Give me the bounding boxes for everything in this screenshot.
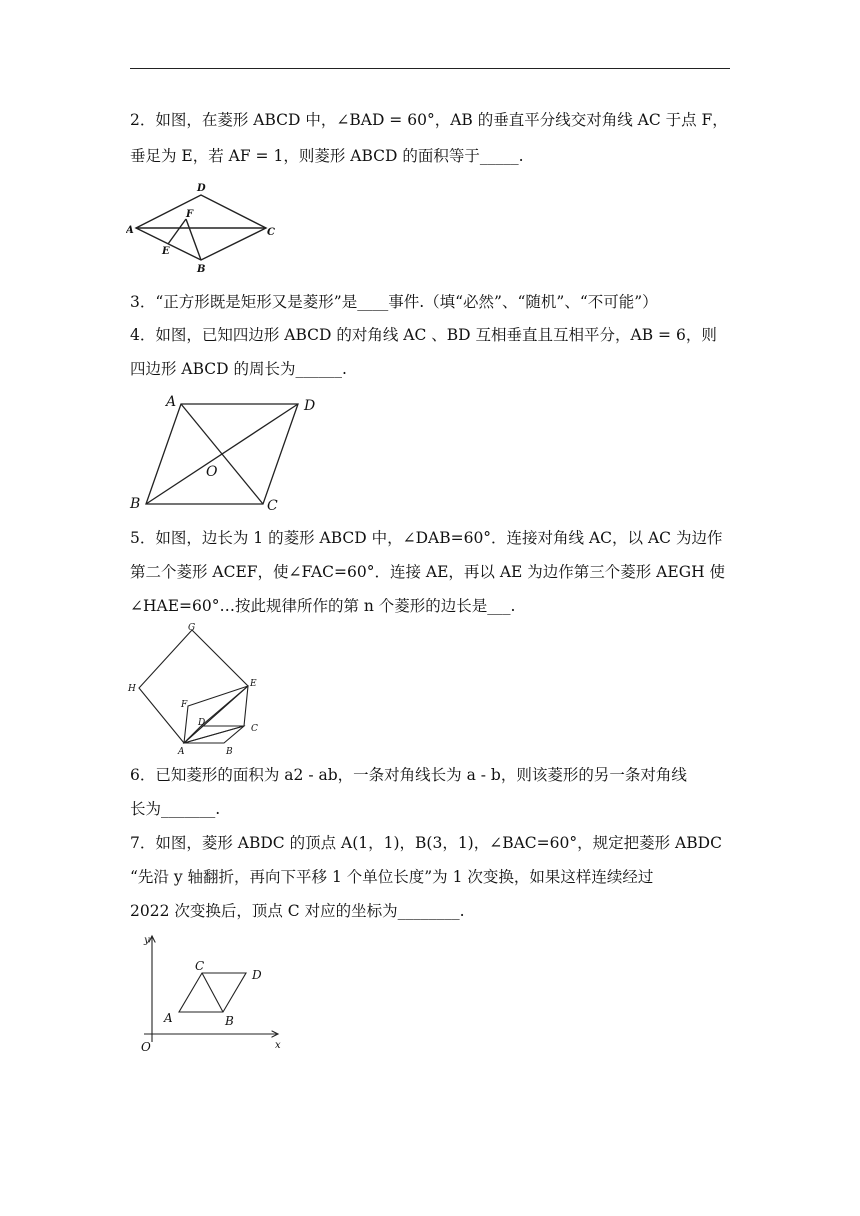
q5-label-F: F (181, 700, 188, 710)
q7-label-D: D (252, 968, 262, 982)
q5-label-G: G (188, 623, 196, 633)
q4-label-A: A (166, 394, 177, 410)
q5-label-H: H (128, 684, 136, 694)
figure-q2-rhombus (126, 180, 276, 278)
question-2-line-2: 垂足为 E，若 AF = 1，则菱形 ABCD 的面积等于_____. (130, 147, 524, 165)
q4-label-B: B (130, 496, 141, 512)
q7-label-A: A (164, 1011, 173, 1025)
q2-label-B: B (197, 264, 206, 275)
question-5-line-2: 第二个菱形 ACEF，使∠FAC=60°．连接 AE，再以 AE 为边作第三个菱形 AEGH 使 (130, 563, 726, 581)
figure-q4-rhombus (126, 392, 326, 514)
question-6-line-1: 6．已知菱形的面积为 a2 - ab，一条对角线长为 a - b，则该菱形的另一条对角线 (130, 766, 687, 784)
q7-label-y: y (144, 935, 150, 946)
q7-label-B: B (225, 1014, 234, 1028)
q4-label-D: D (304, 398, 316, 414)
question-5-line-1: 5．如图，边长为 1 的菱形 ABCD 中，∠DAB=60°．连接对角线 AC，以 AC 为边作 (130, 529, 723, 547)
q5-label-B: B (226, 747, 233, 757)
question-4-line-2: 四边形 ABCD 的周长为______. (130, 360, 347, 378)
q2-label-E: E (162, 246, 170, 257)
question-3-line-1: 3．“正方形既是矩形又是菱形”是____事件.（填“必然”、“随机”、“不可能”） (130, 293, 658, 311)
q5-label-A: A (178, 747, 185, 757)
question-2-line-1: 2．如图，在菱形 ABCD 中，∠BAD = 60°，AB 的垂直平分线交对角线 AC 于点 F， (130, 111, 728, 129)
question-7-line-2: “先沿 y 轴翻折，再向下平移 1 个单位长度”为 1 次变换，如果这样连续经过 (130, 868, 654, 886)
q4-label-O: O (206, 464, 218, 480)
header-rule (130, 68, 730, 69)
q2-label-C: C (267, 227, 275, 238)
q5-label-C: C (251, 724, 258, 734)
q5-label-E: E (250, 679, 257, 689)
figure-q7-coordinate-rhombus (136, 930, 286, 1055)
q7-label-O: O (141, 1040, 151, 1054)
question-4-line-1: 4．如图，已知四边形 ABCD 的对角线 AC 、BD 互相垂直且互相平分，AB = 6，则 (130, 326, 717, 344)
q5-label-D: D (198, 718, 206, 728)
q7-label-x: x (275, 1040, 281, 1051)
q2-label-D: D (197, 183, 206, 194)
q2-label-A: A (126, 225, 134, 236)
q7-label-C: C (195, 959, 205, 973)
q2-label-F: F (186, 209, 194, 220)
question-5-line-3: ∠HAE=60°…按此规律所作的第 n 个菱形的边长是___. (130, 597, 516, 615)
question-6-line-2: 长为_______. (130, 800, 221, 818)
question-7-line-3: 2022 次变换后，顶点 C 对应的坐标为________. (130, 902, 465, 920)
question-7-line-1: 7．如图，菱形 ABDC 的顶点 A(1，1)，B(3，1)，∠BAC=60°，规定把菱形 ABDC (130, 834, 722, 852)
q4-label-C: C (267, 498, 278, 514)
figure-q5-rhombus-sequence (126, 618, 271, 758)
